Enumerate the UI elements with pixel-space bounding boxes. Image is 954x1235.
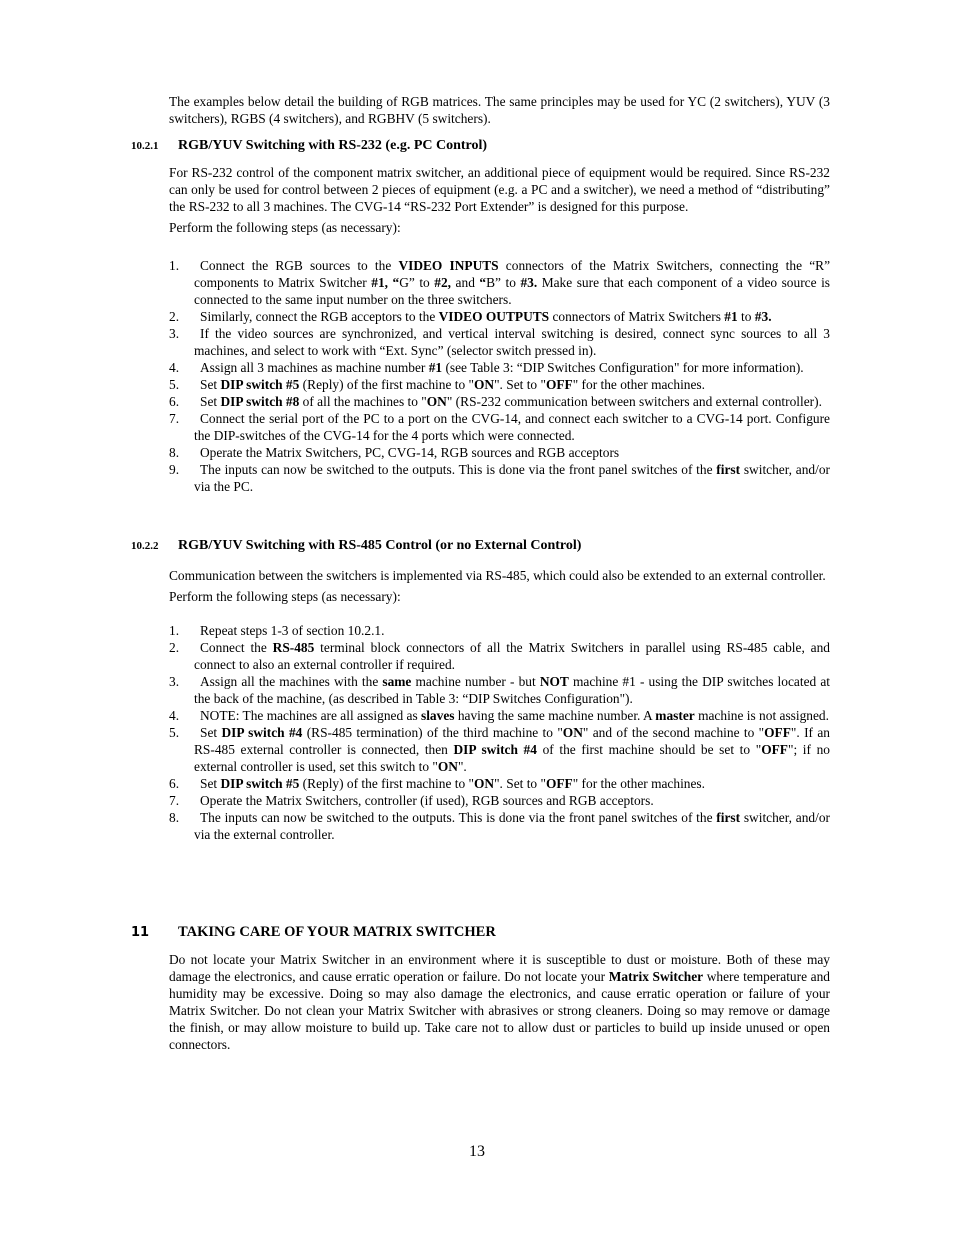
list-item bbox=[169, 775, 830, 792]
step-text: Connect the serial port of the PC to a port on the CVG-14, and connect each switcher to a CVG-14 port. Configure the DIP-switches of the CVG-14 for the 4 ports which were connected. bbox=[194, 411, 830, 443]
step-text: Set DIP switch #4 (RS-485 termination) of the third machine to "ON" and of the second machine to "OFF". If an RS-485 external controller is connected, then DIP switch #4 of the first machine should be set to "OFF"; if no external controller is used, set this switch to "ON". bbox=[194, 725, 831, 774]
step-text: Set DIP switch #8 of all the machines to "ON" (RS-232 communication between switchers and external controller). bbox=[200, 394, 822, 409]
step-text: Assign all the machines with the same machine number - but NOT machine #1 - using the DIP switches located at the back of the machine, (as described in Table 3: “DIP Switches Configuration"). bbox=[194, 674, 830, 706]
step-number: 8. bbox=[169, 810, 180, 825]
intro-paragraph bbox=[169, 93, 830, 127]
list-item bbox=[169, 257, 830, 308]
step-number: 2. bbox=[169, 640, 180, 655]
step-number: 5. bbox=[169, 377, 180, 392]
steps-list bbox=[169, 622, 830, 843]
list-item bbox=[169, 809, 830, 843]
section-number: 11 bbox=[131, 925, 150, 940]
step-number: 3. bbox=[169, 674, 180, 689]
section-title: TAKING CARE OF YOUR MATRIX SWITCHER bbox=[178, 924, 496, 940]
steps-list bbox=[169, 257, 830, 495]
list-item bbox=[169, 410, 830, 444]
step-number: 7. bbox=[169, 411, 180, 426]
step-number: 6. bbox=[169, 394, 180, 409]
section-paragraph: Communication between the switchers is implemented via RS-485, which could also be extended to an external controller. bbox=[169, 568, 826, 583]
step-text: The inputs can now be switched to the outputs. This is done via the front panel switches of the first switcher, and/or via the external controller. bbox=[194, 810, 830, 842]
section-10-2-2-body bbox=[169, 567, 830, 605]
list-item bbox=[169, 393, 830, 410]
step-text: Operate the Matrix Switchers, controller (if used), RGB sources and RGB acceptors. bbox=[200, 793, 654, 808]
intro-text: The examples below detail the building of RGB matrices. The same principles may be used for YC (2 switchers), YUV (3 switchers), RGBS (4 switchers), and RGBHV (5 switchers). bbox=[169, 94, 830, 126]
step-number: 4. bbox=[169, 708, 180, 723]
step-number: 3. bbox=[169, 326, 180, 341]
list-item bbox=[169, 724, 830, 775]
step-number: 4. bbox=[169, 360, 180, 375]
list-item bbox=[169, 792, 830, 809]
step-text: Set DIP switch #5 (Reply) of the first machine to "ON". Set to "OFF" for the other machines. bbox=[200, 377, 705, 392]
list-item bbox=[169, 359, 830, 376]
list-item bbox=[169, 325, 830, 359]
step-number: 2. bbox=[169, 309, 180, 324]
section-10-2-1-body bbox=[169, 164, 830, 236]
step-text: The inputs can now be switched to the outputs. This is done via the front panel switches of the first switcher, and/or via the PC. bbox=[194, 462, 830, 494]
section-title: RGB/YUV Switching with RS-485 Control (or no External Control) bbox=[178, 538, 582, 553]
step-text: Assign all 3 machines as machine number #1 (see Table 3: “DIP Switches Configuration" for more information). bbox=[200, 360, 804, 375]
step-text: If the video sources are synchronized, and vertical interval switching is desired, connect sync sources to all 3 machines, and select to work with “Ext. Sync” (selector switch pressed in). bbox=[194, 326, 830, 358]
section-11-heading bbox=[131, 924, 831, 941]
step-text: Set DIP switch #5 (Reply) of the first machine to "ON". Set to "OFF" for the other machines. bbox=[200, 776, 705, 791]
step-number: 9. bbox=[169, 462, 180, 477]
section-11-body bbox=[169, 951, 830, 1053]
perform-steps-text: Perform the following steps (as necessary): bbox=[169, 220, 401, 235]
list-item bbox=[169, 444, 830, 461]
list-item bbox=[169, 376, 830, 393]
perform-steps-text: Perform the following steps (as necessary): bbox=[169, 589, 401, 604]
page-number: 13 bbox=[469, 1143, 485, 1160]
section-10-2-2-steps bbox=[169, 622, 830, 843]
list-item bbox=[169, 622, 830, 639]
list-item bbox=[169, 707, 830, 724]
step-number: 1. bbox=[169, 258, 180, 273]
step-text: Operate the Matrix Switchers, PC, CVG-14, RGB sources and RGB acceptors bbox=[200, 445, 620, 460]
step-text: NOTE: The machines are all assigned as slaves having the same machine number. A master machine is not assigned. bbox=[200, 708, 829, 723]
step-text: Connect the RS-485 terminal block connectors of all the Matrix Switchers in parallel using RS-485 cable, and connect to also an external controller if required. bbox=[194, 640, 830, 672]
step-number: 5. bbox=[169, 725, 180, 740]
step-number: 1. bbox=[169, 623, 180, 638]
section-title: RGB/YUV Switching with RS-232 (e.g. PC Control) bbox=[178, 138, 488, 153]
step-number: 6. bbox=[169, 776, 180, 791]
section-10-2-1-heading bbox=[131, 137, 831, 155]
section-paragraph: For RS-232 control of the component matrix switcher, an additional piece of equipment would be required. Since RS-232 can only be used for control between 2 pieces of equipment (e.g. a PC and a switcher), we need a method of “distributing” the RS-232 to all 3 machines. The CVG-14 “RS-232 Port Extender” is designed for this purpose. bbox=[169, 165, 830, 214]
section-10-2-2-heading bbox=[131, 537, 831, 555]
list-item bbox=[169, 639, 830, 673]
list-item bbox=[169, 308, 830, 325]
step-number: 7. bbox=[169, 793, 180, 808]
step-text: Similarly, connect the RGB acceptors to the VIDEO OUTPUTS connectors of Matrix Switchers #1 to #3. bbox=[200, 309, 772, 324]
step-text: Repeat steps 1-3 of section 10.2.1. bbox=[200, 623, 385, 638]
section-number: 10.2.1 bbox=[131, 140, 159, 152]
section-10-2-1-steps bbox=[169, 257, 830, 495]
list-item bbox=[169, 673, 830, 707]
list-item bbox=[169, 461, 830, 495]
step-number: 8. bbox=[169, 445, 180, 460]
step-text: Connect the RGB sources to the VIDEO INPUTS connectors of the Matrix Switchers, connecting the “R” components to Matrix Switcher #1, “G” to #2, and “B” to #3. Make sure that each component of a video source is connected to the same input number on the three switchers. bbox=[194, 258, 831, 307]
section-number: 10.2.2 bbox=[131, 540, 159, 552]
section-paragraph: Do not locate your Matrix Switcher in an environment where it is susceptible to dust or moisture. Both of these may damage the electronics, and cause erratic operation or failure. Do not locate your Matrix Switcher where temperature and humidity may be excessive. Doing so may also damage the electronics, and cause erratic operation or failure of your Matrix Switcher. Do not clean your Matrix Switcher with abrasives or strong cleaners. Doing so may remove or damage the finish, or may allow moisture to build up. Take care not to allow dust or particles to build up inside unused or open connectors. bbox=[169, 952, 830, 1052]
